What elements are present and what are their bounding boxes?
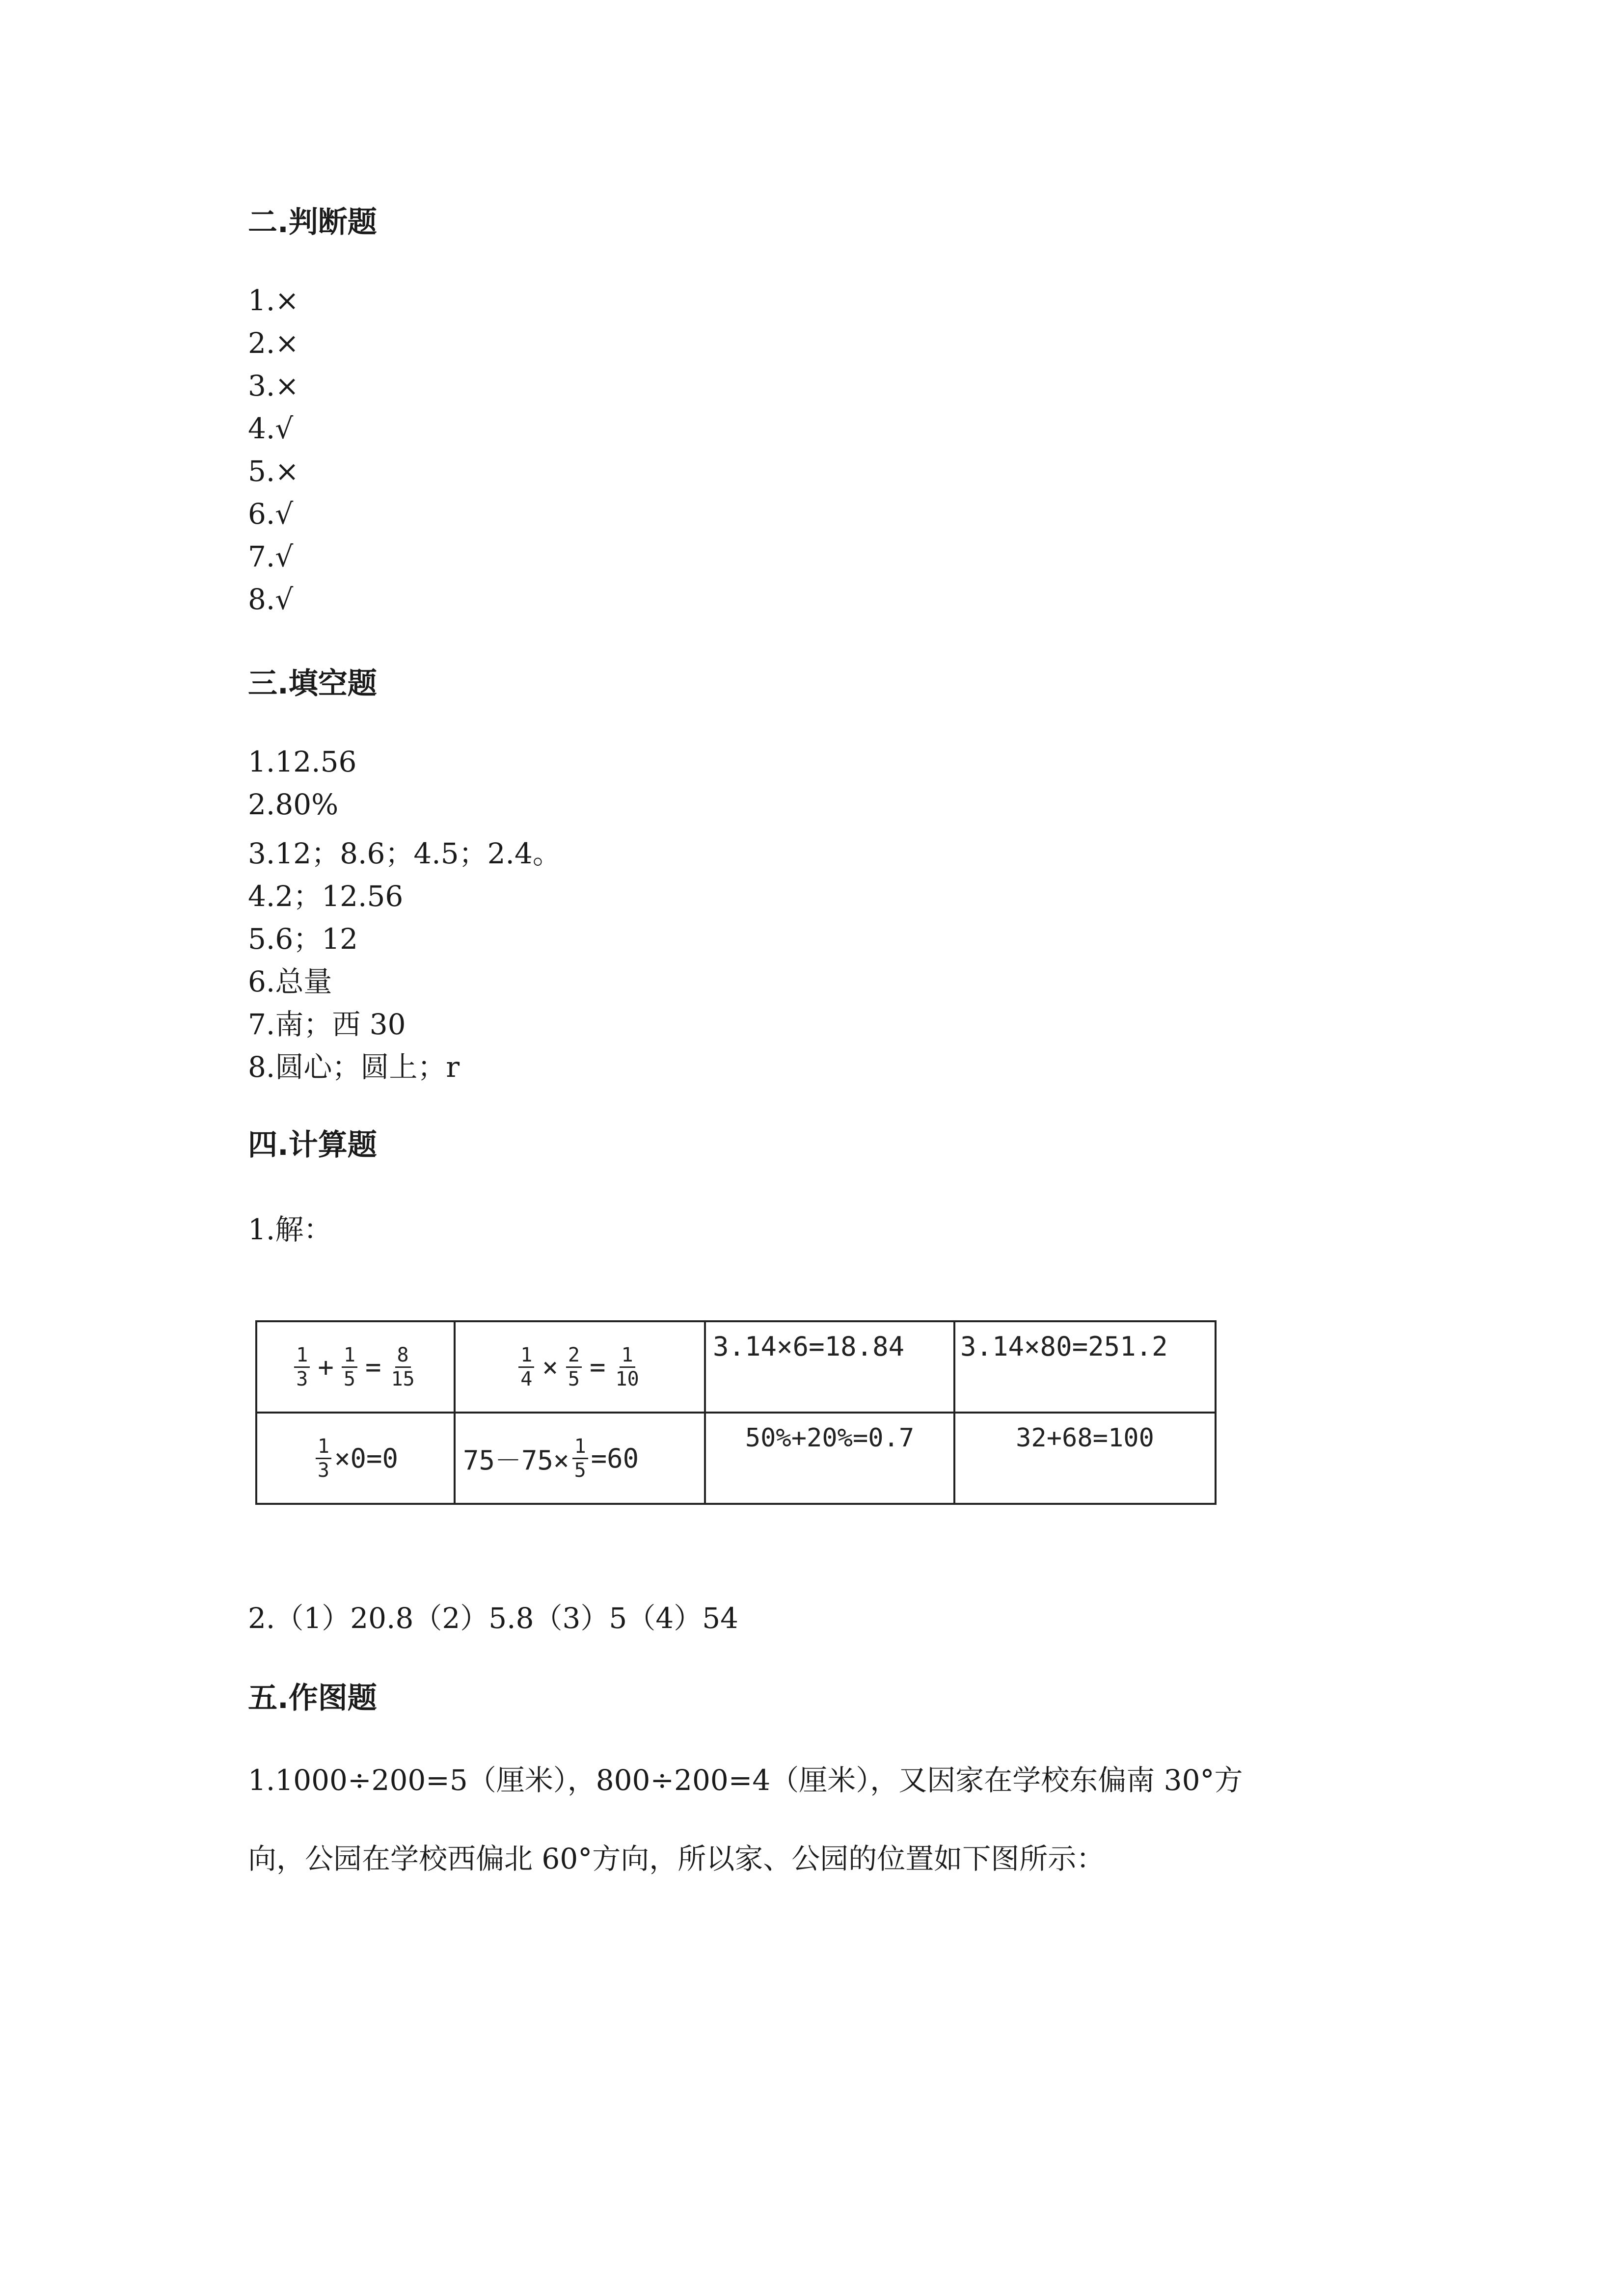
fraction: $\frac{8}{15}$: [391, 1343, 415, 1390]
fraction: $\frac{1}{3}$: [294, 1344, 310, 1390]
answer-line: 6.总量: [248, 965, 332, 998]
answer-line: 7.南；西 30: [248, 1008, 406, 1041]
table-cell: 3.14×6=18.84: [705, 1321, 954, 1413]
answer-line: 5.×: [248, 454, 299, 488]
table-row: [256, 1321, 1216, 1413]
fraction: $\frac{1}{5}$: [342, 1344, 357, 1390]
section-title-drawing: 五.作图题: [248, 1681, 377, 1715]
answer-line: 1.×: [248, 284, 299, 317]
fraction: $\frac{1}{3}$: [316, 1435, 331, 1482]
operator: +: [318, 1351, 334, 1383]
paragraph-line: 1.1000÷200=5（厘米），800÷200=4（厘米），又因家在学校东偏南 30°方: [248, 1763, 1243, 1797]
equals-sign: =: [590, 1351, 606, 1383]
table-row: [256, 1413, 1216, 1504]
expression-text: ×0=0: [334, 1442, 399, 1474]
paragraph-line: 向，公园在学校西偏北 60°方向，所以家、公园的位置如下图所示：: [248, 1842, 1105, 1875]
table-cell: [256, 1413, 455, 1504]
answer-line: 4.2；12.56: [248, 880, 404, 913]
answer-line: 6.√: [248, 497, 294, 531]
answer-line: 2.（1）20.8（2）5.8（3）5（4）54: [248, 1602, 739, 1635]
answer-line: 1.12.56: [248, 745, 357, 778]
answer-line: 4.√: [248, 412, 294, 445]
table-cell: [455, 1321, 705, 1413]
answer-line: 8.√: [248, 583, 294, 616]
operator: ×: [542, 1351, 558, 1383]
calculation-table: [255, 1320, 1217, 1505]
fraction: $\frac{2}{5}$: [566, 1344, 582, 1390]
calculation-table-wrapper: [255, 1320, 1217, 1505]
table-cell: 50%+20%=0.7: [705, 1413, 954, 1504]
question-label: 1.解：: [248, 1213, 332, 1246]
section-title-calculation: 四.计算题: [248, 1128, 377, 1162]
answer-line: 5.6；12: [248, 922, 358, 956]
fraction: $\frac{1}{10}$: [615, 1343, 639, 1390]
section-title-judgment: 二.判断题: [248, 205, 377, 240]
answer-line: 7.√: [248, 540, 294, 573]
table-cell: 32+68=100: [954, 1413, 1216, 1504]
table-cell: [256, 1321, 455, 1413]
answer-line: 3.×: [248, 369, 299, 402]
fraction: $\frac{1}{5}$: [572, 1435, 588, 1482]
answer-line: 2.80%: [248, 788, 339, 821]
section-title-fill-in: 三.填空题: [248, 667, 377, 701]
answer-line: 2.×: [248, 326, 299, 360]
expression-text: 75－75×: [463, 1444, 569, 1476]
table-cell: 3.14×80=251.2: [954, 1321, 1216, 1413]
table-cell: [455, 1413, 705, 1504]
expression-text: =60: [591, 1442, 639, 1474]
equals-sign: =: [365, 1351, 381, 1383]
answer-line: 3.12；8.6；4.5；2.4。: [248, 837, 561, 870]
answer-line: 8.圆心；圆上；r: [248, 1050, 460, 1084]
fraction: $\frac{1}{4}$: [518, 1344, 534, 1390]
